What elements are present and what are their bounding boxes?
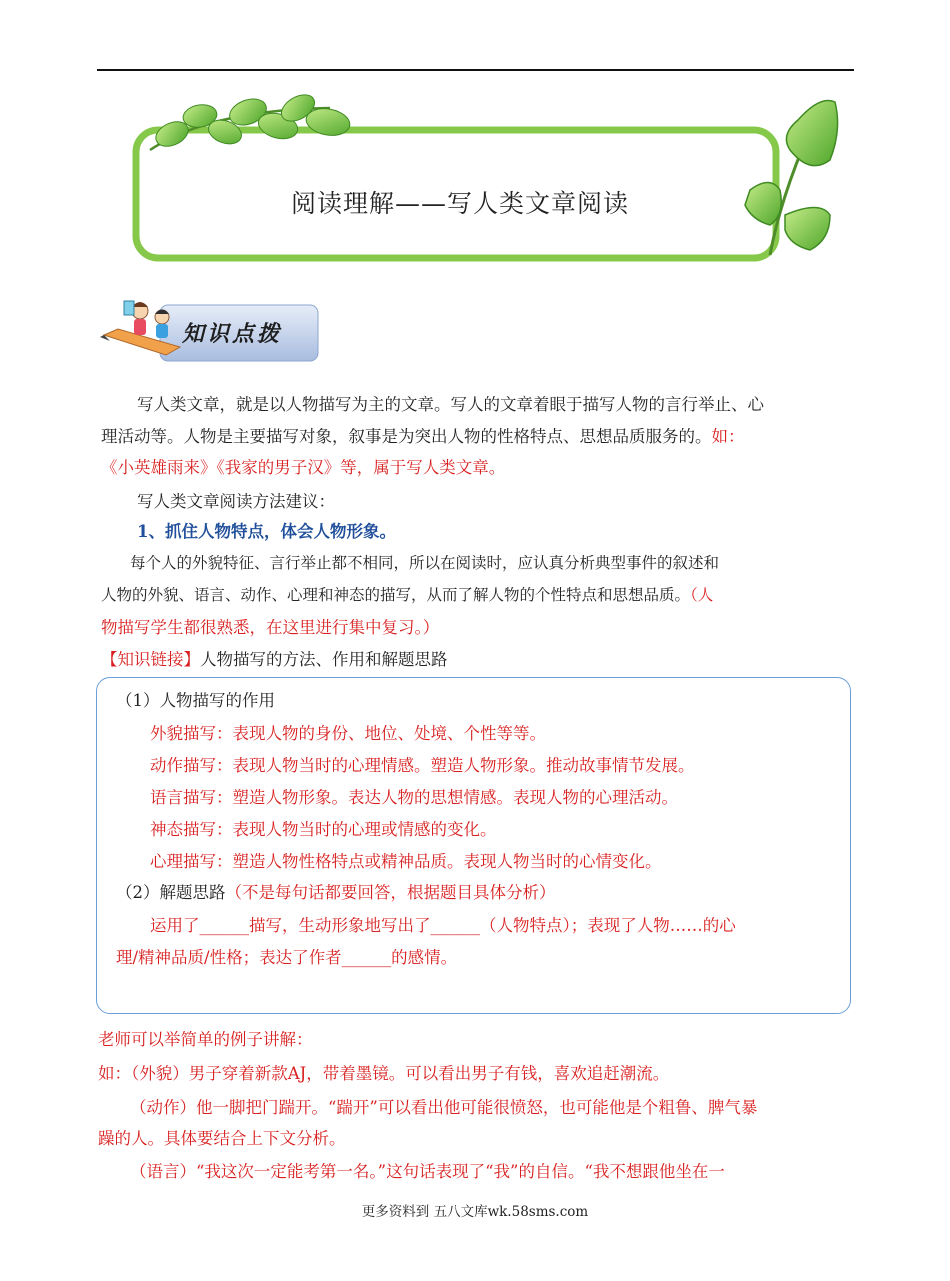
- knowledge-link-text: 人物描写的方法、作用和解题思路: [200, 650, 448, 669]
- answer-template-line-1: 运用了______描写，生动形象地写出了______（人物特点）；表现了人物……的心: [150, 916, 736, 935]
- intro-line-2: [101, 421, 745, 452]
- answer-template-line-2: 理/精神品质/性格；表达了作者______的感情。: [116, 948, 458, 967]
- box-item: 心理描写：塑造人物性格特点或精神品质。表现人物当时的心情变化。: [150, 852, 662, 871]
- point-1-line-1: 每个人的外貌特征、言行举止都不相同，所以在阅读时，应认真分析典型事件的叙述和: [130, 554, 720, 572]
- method-title: 写人类文章阅读方法建议：: [137, 492, 335, 511]
- intro-line-2-text: 理活动等。人物是主要描写对象，叙事是为突出人物的性格特点、思想品质服务的。: [101, 427, 712, 446]
- box-heading-1: （1）人物描写的作用: [116, 691, 275, 710]
- box-item: 动作描写：表现人物当时的心理情感。塑造人物形象。推动故事情节发展。: [150, 756, 695, 775]
- intro-line-1: 写人类文章，就是以人物描写为主的文章。写人的文章着眼于描写人物的言行举止、心: [137, 395, 764, 414]
- example-speech: （语言）“我这次一定能考第一名。”这句话表现了“我”的自信。“我不想跟他坐在一: [130, 1162, 725, 1181]
- knowledge-badge: [100, 293, 322, 373]
- point-1-line-2-red: （人: [690, 586, 714, 604]
- examples-intro: 老师可以举简单的例子讲解：: [98, 1030, 313, 1049]
- example-action-line-2: 躁的人。具体要结合上下文分析。: [98, 1129, 346, 1148]
- leaf-frame-graphic: [130, 90, 850, 270]
- point-1-heading: 1、抓住人物特点，体会人物形象。: [137, 522, 396, 541]
- point-1-line-3: 物描写学生都很熟悉，在这里进行集中复习。）: [101, 618, 440, 637]
- intro-line-2-red: 如：: [711, 427, 745, 446]
- box-heading-2-text: （2）解题思路: [116, 883, 226, 902]
- badge-label: 知识点拨: [182, 322, 283, 347]
- knowledge-link: [101, 644, 448, 675]
- box-heading-2-note: （不是每句话都要回答，根据题目具体分析）: [225, 883, 556, 902]
- knowledge-link-tag: 【知识链接】: [101, 650, 200, 669]
- page-title: 阅读理解——写人类文章阅读: [290, 189, 629, 218]
- intro-line-3: 《小英雄雨来》《我家的男子汉》等，属于写人类文章。: [101, 458, 506, 477]
- box-item: 神态描写：表现人物当时的心理或情感的变化。: [150, 820, 497, 839]
- point-1-line-2-text: 人物的外貌、语言、动作、心理和神态的描写，从而了解人物的个性特点和思想品质。: [101, 586, 691, 604]
- box-heading-2: [116, 877, 556, 908]
- footer-source: 更多资料到 五八文库wk.58sms.com: [361, 1204, 589, 1220]
- box-item: 外貌描写：表现人物的身份、地位、处境、个性等等。: [150, 724, 546, 743]
- box-item: 语言描写：塑造人物形象。表达人物的思想情感。表现人物的心理活动。: [150, 788, 678, 807]
- example-action-line-1: （动作）他一脚把门踹开。“踹开”可以看出他可能很愤怒，也可能他是个粗鲁、脾气暴: [130, 1098, 758, 1117]
- header-rule: [97, 69, 854, 71]
- point-1-line-2: [101, 580, 713, 611]
- title-banner: [130, 90, 850, 270]
- example-appearance: 如：（外貌）男子穿着新款AJ，带着墨镜。可以看出男子有钱，喜欢追赶潮流。: [98, 1064, 670, 1083]
